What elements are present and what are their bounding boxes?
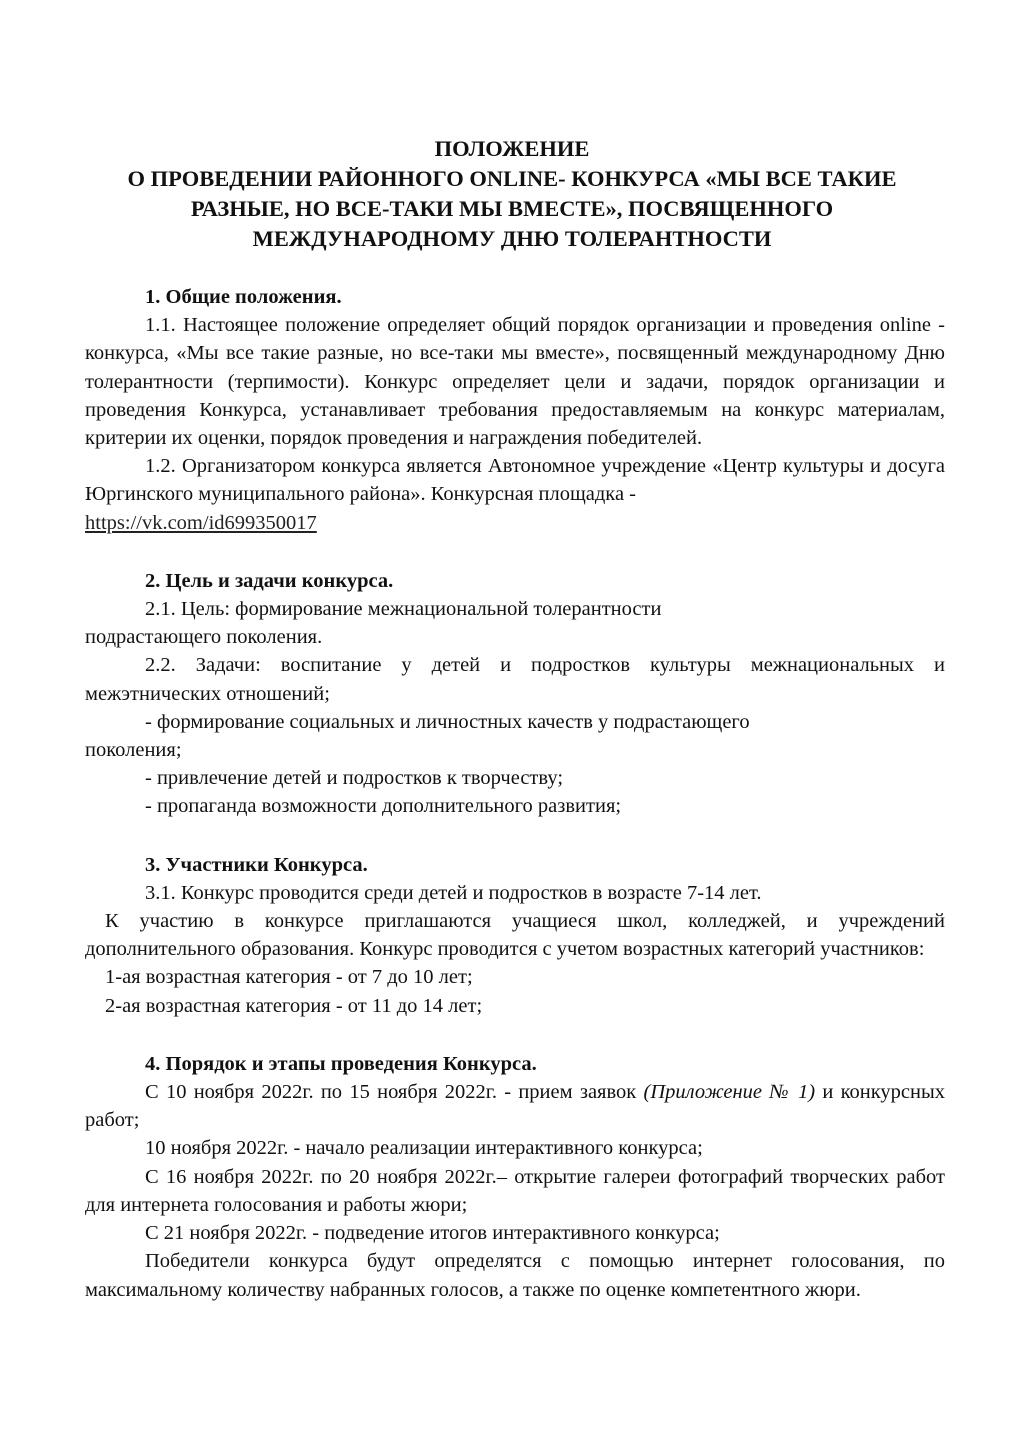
section-3-paragraph-1: 3.1. Конкурс проводится среди детей и подростков в возрасте 7-14 лет. — [145, 881, 762, 904]
section-4-paragraph-3: С 16 ноября 2022г. по 20 ноября 2022г.– открытие галереи фотографий творческих работ для интернета голосования и работы жюри; — [85, 1165, 945, 1216]
document-body — [85, 283, 945, 1304]
section-1-paragraph-2 — [85, 452, 945, 508]
contest-platform-link[interactable]: https://vk.com/id699350017 — [85, 511, 317, 534]
section-1-heading: 1. Общие положения. — [145, 286, 342, 308]
title-line-2: О ПРОВЕДЕНИИ РАЙОННОГО ONLINE- КОНКУРСА «МЫ ВСЕ ТАКИЕ — [127, 166, 897, 191]
section-2-goal-line-1: 2.1. Цель: формирование межнациональной толерантности — [145, 598, 662, 621]
section-1-paragraph-2-text: 1.2. Организатором конкурса является Автономное учреждение «Центр культуры и досуга Юргинского муниципального района». Конкурсная площадка - — [85, 455, 945, 506]
title-line-3: РАЗНЫЕ, НО ВСЕ-ТАКИ МЫ ВМЕСТЕ», ПОСВЯЩЕННОГО — [190, 196, 834, 221]
section-3-paragraph-2: К участию в конкурсе приглашаются учащиеся школ, колледжей, и учреждений дополнительного образования. Конкурс проводится с учетом возрастных категорий участников: — [85, 910, 945, 961]
section-4-p1-start: С 10 ноября 2022г. по 15 ноября 2022г. - прием заявок — [145, 1081, 644, 1104]
title-line-1: ПОЛОЖЕНИЕ — [434, 136, 590, 161]
section-2-goal-line-2: подрастающего поколения. — [85, 626, 323, 649]
section-3-heading: 3. Участники Конкурса. — [145, 853, 368, 876]
age-category-2: 2-ая возрастная категория - от 11 до 14 лет; — [105, 994, 483, 1017]
section-4-paragraph-4: С 21 ноября 2022г. - подведение итогов интерактивного конкурса; — [145, 1222, 720, 1245]
section-2-heading: 2. Цель и задачи конкурса. — [145, 569, 394, 592]
section-2-item-2: - привлечение детей и подростков к творчеству; — [145, 767, 564, 790]
section-4-paragraph-1 — [85, 1078, 945, 1134]
section-4-heading: 4. Порядок и этапы проведения Конкурса. — [145, 1052, 537, 1075]
title-line-4: МЕЖДУНАРОДНОМУ ДНЮ ТОЛЕРАНТНОСТИ — [252, 226, 772, 251]
contest-link-line — [85, 509, 945, 537]
section-1-paragraph-1: 1.1. Настоящее положение определяет общий порядок организации и проведения online - конкурса, «Мы все такие разные, но все-таки мы вместе», посвященный международному Дню толерантности (терпимости). Конкурс определяет цели и задачи, порядок организации и проведения Конкурса, устанавливает требования предоставляемым на конкурс материалам, критерии их оценки, порядок проведения и награждения победителей. — [85, 314, 945, 450]
document-title — [60, 134, 964, 254]
section-2-tasks: 2.2. Задачи: воспитание у детей и подростков культуры межнациональных и межэтнических отношений; — [85, 654, 945, 705]
section-4-paragraph-5: Победители конкурса будут определятся с помощью интернет голосования, по максимальному количеству набранных голосов, а также по оценке компетентного жюри. — [85, 1250, 945, 1301]
section-2-item-1-line-1: - формирование социальных и личностных качеств у подрастающего — [145, 710, 750, 733]
section-4-paragraph-2: 10 ноября 2022г. - начало реализации интерактивного конкурса; — [145, 1137, 703, 1160]
appendix-reference: (Приложение № 1) — [643, 1081, 816, 1104]
section-4-p1-end: и конкурсных работ; — [85, 1081, 946, 1132]
section-2-item-3: - пропаганда возможности дополнительного развития; — [145, 795, 622, 818]
age-category-1: 1-ая возрастная категория - от 7 до 10 лет; — [105, 966, 473, 989]
section-2-item-1-line-2: поколения; — [85, 739, 182, 762]
